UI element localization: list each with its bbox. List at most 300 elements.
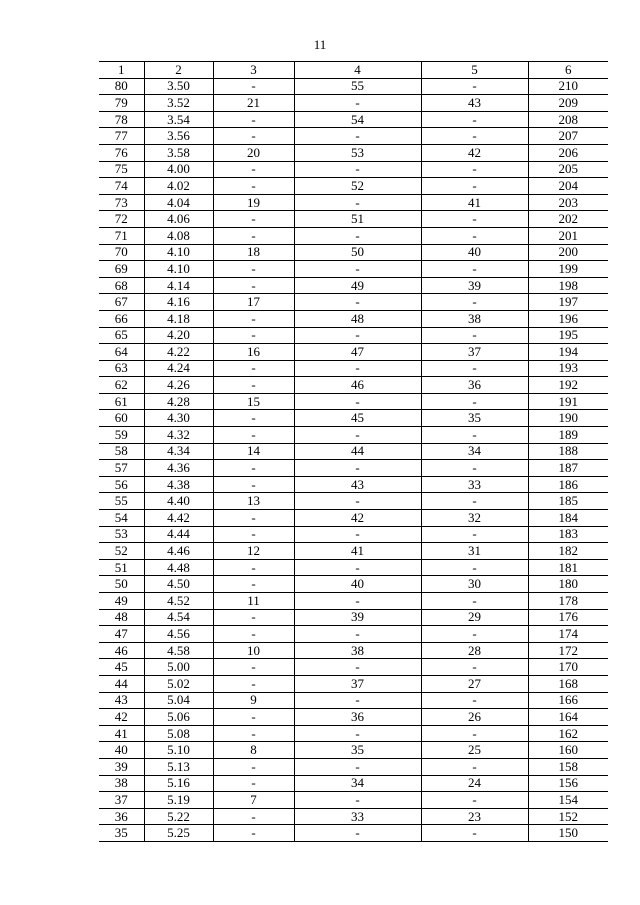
table-cell-col-4: 47	[294, 344, 421, 361]
table-cell-col-3: 15	[213, 393, 294, 410]
table-cell-col-1: 58	[99, 443, 144, 460]
table-cell-col-2: 4.26	[144, 377, 213, 394]
table-cell-col-2: 5.16	[144, 775, 213, 792]
table-cell-col-5: 34	[421, 443, 528, 460]
table-cell-col-4: 44	[294, 443, 421, 460]
table-cell-col-2: 4.16	[144, 294, 213, 311]
header-cell-4: 4	[294, 62, 421, 79]
table-cell-col-3: -	[213, 261, 294, 278]
table-cell-col-4: -	[294, 261, 421, 278]
table-cell-col-4: -	[294, 194, 421, 211]
table-cell-col-3: 19	[213, 194, 294, 211]
table-cell-col-4: -	[294, 659, 421, 676]
table-cell-col-6: 200	[528, 244, 608, 261]
table-row	[99, 626, 608, 643]
table-cell-col-1: 37	[99, 792, 144, 809]
table-cell-col-2: 5.08	[144, 725, 213, 742]
table-cell-col-4: -	[294, 294, 421, 311]
table-cell-col-2: 5.13	[144, 758, 213, 775]
table-cell-col-2: 5.00	[144, 659, 213, 676]
table-cell-col-3: -	[213, 178, 294, 195]
table-cell-col-1: 36	[99, 808, 144, 825]
table-row	[99, 692, 608, 709]
table-cell-col-5: -	[421, 261, 528, 278]
table-cell-col-3: -	[213, 476, 294, 493]
table-cell-col-4: 50	[294, 244, 421, 261]
table-cell-col-4: 43	[294, 476, 421, 493]
table-cell-col-5: 24	[421, 775, 528, 792]
table-cell-col-6: 204	[528, 178, 608, 195]
table-cell-col-1: 71	[99, 227, 144, 244]
table-cell-col-5: -	[421, 626, 528, 643]
table-row	[99, 659, 608, 676]
table-cell-col-3: -	[213, 659, 294, 676]
table-cell-col-1: 74	[99, 178, 144, 195]
table-cell-col-3: -	[213, 227, 294, 244]
table-cell-col-5: 35	[421, 410, 528, 427]
table-row	[99, 642, 608, 659]
table-cell-col-4: 42	[294, 510, 421, 527]
table-cell-col-2: 4.48	[144, 559, 213, 576]
table-cell-col-6: 199	[528, 261, 608, 278]
table-cell-col-1: 48	[99, 609, 144, 626]
table-cell-col-1: 76	[99, 144, 144, 161]
table-cell-col-6: 172	[528, 642, 608, 659]
table-cell-col-4: 37	[294, 675, 421, 692]
table-cell-col-5: -	[421, 128, 528, 145]
table-cell-col-4: -	[294, 327, 421, 344]
table-cell-col-2: 5.19	[144, 792, 213, 809]
table-cell-col-6: 210	[528, 78, 608, 95]
table-row	[99, 725, 608, 742]
table-cell-col-1: 66	[99, 310, 144, 327]
table-cell-col-6: 198	[528, 277, 608, 294]
table-cell-col-3: -	[213, 526, 294, 543]
table-cell-col-1: 75	[99, 161, 144, 178]
table-cell-col-4: -	[294, 493, 421, 510]
table-cell-col-1: 49	[99, 593, 144, 610]
table-row	[99, 526, 608, 543]
table-row	[99, 559, 608, 576]
table-cell-col-6: 176	[528, 609, 608, 626]
table-row	[99, 294, 608, 311]
table-cell-col-3: 9	[213, 692, 294, 709]
table-cell-col-3: -	[213, 377, 294, 394]
table-cell-col-3: -	[213, 609, 294, 626]
table-cell-col-6: 203	[528, 194, 608, 211]
table-cell-col-1: 43	[99, 692, 144, 709]
table-cell-col-5: 26	[421, 709, 528, 726]
table-cell-col-4: -	[294, 692, 421, 709]
table-cell-col-6: 166	[528, 692, 608, 709]
table-cell-col-5: 33	[421, 476, 528, 493]
table-cell-col-3: -	[213, 211, 294, 228]
table-cell-col-5: 39	[421, 277, 528, 294]
table-cell-col-3: -	[213, 78, 294, 95]
table-cell-col-5: -	[421, 725, 528, 742]
table-cell-col-1: 57	[99, 460, 144, 477]
table-cell-col-6: 170	[528, 659, 608, 676]
table-cell-col-3: 12	[213, 543, 294, 560]
table-cell-col-5: -	[421, 792, 528, 809]
table-cell-col-1: 45	[99, 659, 144, 676]
table-cell-col-1: 44	[99, 675, 144, 692]
table-cell-col-2: 4.44	[144, 526, 213, 543]
table-cell-col-6: 174	[528, 626, 608, 643]
table-cell-col-1: 56	[99, 476, 144, 493]
table-cell-col-5: -	[421, 460, 528, 477]
table-cell-col-1: 39	[99, 758, 144, 775]
table-cell-col-3: 16	[213, 344, 294, 361]
table-cell-col-3: -	[213, 576, 294, 593]
table-cell-col-6: 183	[528, 526, 608, 543]
table-cell-col-4: -	[294, 725, 421, 742]
header-cell-6: 6	[528, 62, 608, 79]
table-cell-col-2: 4.04	[144, 194, 213, 211]
table-cell-col-5: -	[421, 593, 528, 610]
table-row	[99, 310, 608, 327]
table-cell-col-5: 43	[421, 95, 528, 112]
table-cell-col-3: -	[213, 808, 294, 825]
table-cell-col-4: 54	[294, 111, 421, 128]
table-cell-col-6: 160	[528, 742, 608, 759]
table-cell-col-2: 4.34	[144, 443, 213, 460]
table-cell-col-1: 35	[99, 825, 144, 842]
table-cell-col-3: 7	[213, 792, 294, 809]
table-cell-col-6: 202	[528, 211, 608, 228]
table-row	[99, 144, 608, 161]
table-cell-col-3: -	[213, 111, 294, 128]
table-cell-col-1: 78	[99, 111, 144, 128]
table-row	[99, 792, 608, 809]
table-cell-col-5: 27	[421, 675, 528, 692]
table-cell-col-6: 189	[528, 427, 608, 444]
table-cell-col-2: 4.50	[144, 576, 213, 593]
table-cell-col-2: 4.18	[144, 310, 213, 327]
table-cell-col-4: 52	[294, 178, 421, 195]
table-cell-col-6: 201	[528, 227, 608, 244]
table-cell-col-5: -	[421, 825, 528, 842]
table-row	[99, 775, 608, 792]
table-cell-col-3: -	[213, 161, 294, 178]
table-cell-col-5: -	[421, 227, 528, 244]
header-cell-3: 3	[213, 62, 294, 79]
table-cell-col-3: -	[213, 775, 294, 792]
table-cell-col-6: 190	[528, 410, 608, 427]
table-cell-col-6: 162	[528, 725, 608, 742]
table-cell-col-6: 191	[528, 393, 608, 410]
table-cell-col-3: -	[213, 327, 294, 344]
table-cell-col-4: -	[294, 95, 421, 112]
table-row	[99, 327, 608, 344]
table-cell-col-3: -	[213, 277, 294, 294]
header-cell-1: 1	[99, 62, 144, 79]
table-cell-col-4: 45	[294, 410, 421, 427]
table-row	[99, 360, 608, 377]
table-row	[99, 377, 608, 394]
table-cell-col-6: 194	[528, 344, 608, 361]
table-cell-col-4: 41	[294, 543, 421, 560]
table-cell-col-3: -	[213, 427, 294, 444]
table-cell-col-5: -	[421, 659, 528, 676]
table-cell-col-1: 46	[99, 642, 144, 659]
table-cell-col-1: 53	[99, 526, 144, 543]
table-row	[99, 476, 608, 493]
table-cell-col-3: 18	[213, 244, 294, 261]
table-cell-col-5: 37	[421, 344, 528, 361]
table-cell-col-5: 41	[421, 194, 528, 211]
table-cell-col-5: -	[421, 559, 528, 576]
table-cell-col-5: 36	[421, 377, 528, 394]
table-cell-col-2: 5.02	[144, 675, 213, 692]
table-cell-col-3: -	[213, 758, 294, 775]
table-body	[99, 62, 608, 842]
table-cell-col-1: 38	[99, 775, 144, 792]
table-cell-col-2: 4.10	[144, 244, 213, 261]
table-cell-col-5: -	[421, 178, 528, 195]
table-cell-col-1: 79	[99, 95, 144, 112]
table-cell-col-6: 181	[528, 559, 608, 576]
table-cell-col-5: -	[421, 211, 528, 228]
table-cell-col-6: 152	[528, 808, 608, 825]
table-cell-col-3: 8	[213, 742, 294, 759]
table-cell-col-4: 46	[294, 377, 421, 394]
table-row	[99, 261, 608, 278]
table-cell-col-4: -	[294, 559, 421, 576]
table-cell-col-2: 4.36	[144, 460, 213, 477]
table-cell-col-5: -	[421, 393, 528, 410]
table-row	[99, 194, 608, 211]
table-cell-col-1: 41	[99, 725, 144, 742]
table-cell-col-3: -	[213, 675, 294, 692]
table-cell-col-4: -	[294, 626, 421, 643]
table-cell-col-2: 4.22	[144, 344, 213, 361]
table-row	[99, 427, 608, 444]
table-cell-col-6: 207	[528, 128, 608, 145]
table-row	[99, 443, 608, 460]
table-cell-col-1: 54	[99, 510, 144, 527]
table-row	[99, 493, 608, 510]
table-row	[99, 344, 608, 361]
table-cell-col-4: -	[294, 360, 421, 377]
table-cell-col-5: 40	[421, 244, 528, 261]
table-cell-col-3: -	[213, 626, 294, 643]
table-row	[99, 709, 608, 726]
table-cell-col-6: 208	[528, 111, 608, 128]
table-cell-col-2: 4.24	[144, 360, 213, 377]
table-cell-col-1: 72	[99, 211, 144, 228]
table-cell-col-6: 197	[528, 294, 608, 311]
table-cell-col-2: 4.30	[144, 410, 213, 427]
table-cell-col-2: 4.02	[144, 178, 213, 195]
table-cell-col-4: -	[294, 593, 421, 610]
table-cell-col-3: 21	[213, 95, 294, 112]
table-cell-col-2: 4.10	[144, 261, 213, 278]
table-cell-col-2: 5.10	[144, 742, 213, 759]
table-cell-col-5: -	[421, 692, 528, 709]
table-cell-col-6: 186	[528, 476, 608, 493]
table-row	[99, 111, 608, 128]
table-cell-col-6: 205	[528, 161, 608, 178]
table-cell-col-3: -	[213, 460, 294, 477]
table-cell-col-4: 38	[294, 642, 421, 659]
table-cell-col-5: 28	[421, 642, 528, 659]
table-cell-col-4: 49	[294, 277, 421, 294]
table-cell-col-5: -	[421, 493, 528, 510]
table-cell-col-3: 10	[213, 642, 294, 659]
table-cell-col-2: 3.50	[144, 78, 213, 95]
table-cell-col-2: 4.56	[144, 626, 213, 643]
table-cell-col-2: 4.14	[144, 277, 213, 294]
table-cell-col-1: 42	[99, 709, 144, 726]
table-cell-col-6: 164	[528, 709, 608, 726]
table-cell-col-2: 5.04	[144, 692, 213, 709]
table-cell-col-6: 209	[528, 95, 608, 112]
table-row	[99, 576, 608, 593]
table-cell-col-1: 64	[99, 344, 144, 361]
table-cell-col-5: 25	[421, 742, 528, 759]
table-cell-col-5: 29	[421, 609, 528, 626]
table-cell-col-2: 5.06	[144, 709, 213, 726]
table-cell-col-4: -	[294, 427, 421, 444]
table-row	[99, 244, 608, 261]
table-cell-col-1: 50	[99, 576, 144, 593]
table-cell-col-6: 182	[528, 543, 608, 560]
table-cell-col-2: 3.56	[144, 128, 213, 145]
header-cell-2: 2	[144, 62, 213, 79]
table-cell-col-2: 3.54	[144, 111, 213, 128]
table-cell-col-2: 4.58	[144, 642, 213, 659]
table-cell-col-4: -	[294, 758, 421, 775]
table-row	[99, 277, 608, 294]
table-cell-col-1: 62	[99, 377, 144, 394]
table-cell-col-2: 4.06	[144, 211, 213, 228]
table-cell-col-1: 67	[99, 294, 144, 311]
table-cell-col-5: 42	[421, 144, 528, 161]
table-cell-col-4: 40	[294, 576, 421, 593]
table-cell-col-3: -	[213, 825, 294, 842]
table-cell-col-1: 51	[99, 559, 144, 576]
table-cell-col-1: 47	[99, 626, 144, 643]
table-cell-col-6: 196	[528, 310, 608, 327]
table-cell-col-1: 63	[99, 360, 144, 377]
table-cell-col-5: -	[421, 427, 528, 444]
table-cell-col-6: 150	[528, 825, 608, 842]
table-cell-col-3: -	[213, 360, 294, 377]
table-cell-col-5: -	[421, 111, 528, 128]
table-cell-col-2: 3.52	[144, 95, 213, 112]
table-cell-col-4: 53	[294, 144, 421, 161]
table-cell-col-6: 188	[528, 443, 608, 460]
table-cell-col-4: 36	[294, 709, 421, 726]
table-cell-col-6: 154	[528, 792, 608, 809]
table-cell-col-4: 55	[294, 78, 421, 95]
page-number: 11	[313, 37, 327, 52]
table-cell-col-4: -	[294, 161, 421, 178]
table-cell-col-2: 4.42	[144, 510, 213, 527]
table-cell-col-1: 55	[99, 493, 144, 510]
table-cell-col-2: 5.22	[144, 808, 213, 825]
table-cell-col-2: 4.38	[144, 476, 213, 493]
table-cell-col-5: -	[421, 78, 528, 95]
table-cell-col-3: 20	[213, 144, 294, 161]
table-row	[99, 161, 608, 178]
table-cell-col-3: -	[213, 559, 294, 576]
table-cell-col-6: 168	[528, 675, 608, 692]
table-cell-col-4: 39	[294, 609, 421, 626]
table-cell-col-2: 3.58	[144, 144, 213, 161]
table-cell-col-5: -	[421, 327, 528, 344]
table-cell-col-6: 193	[528, 360, 608, 377]
table-row	[99, 211, 608, 228]
table-cell-col-3: 17	[213, 294, 294, 311]
table-row	[99, 543, 608, 560]
table-cell-col-2: 4.32	[144, 427, 213, 444]
table-cell-col-1: 80	[99, 78, 144, 95]
table-cell-col-4: -	[294, 825, 421, 842]
table-cell-col-6: 184	[528, 510, 608, 527]
table-cell-col-1: 68	[99, 277, 144, 294]
table-cell-col-5: 38	[421, 310, 528, 327]
table-cell-col-5: -	[421, 161, 528, 178]
table-cell-col-1: 73	[99, 194, 144, 211]
table-cell-col-1: 70	[99, 244, 144, 261]
table-row	[99, 609, 608, 626]
table-cell-col-3: -	[213, 310, 294, 327]
table-row	[99, 95, 608, 112]
table-cell-col-3: 14	[213, 443, 294, 460]
table-cell-col-6: 192	[528, 377, 608, 394]
table-row	[99, 510, 608, 527]
table-cell-col-4: 35	[294, 742, 421, 759]
table-cell-col-1: 52	[99, 543, 144, 560]
table-header-row	[99, 62, 608, 79]
table-cell-col-3: -	[213, 725, 294, 742]
data-table	[99, 61, 608, 842]
table-cell-col-5: 30	[421, 576, 528, 593]
table-cell-col-6: 158	[528, 758, 608, 775]
table-cell-col-2: 4.54	[144, 609, 213, 626]
table-cell-col-2: 4.46	[144, 543, 213, 560]
table-cell-col-4: 48	[294, 310, 421, 327]
table-cell-col-6: 156	[528, 775, 608, 792]
table-row	[99, 675, 608, 692]
table-cell-col-1: 77	[99, 128, 144, 145]
table-row	[99, 227, 608, 244]
table-row	[99, 78, 608, 95]
table-cell-col-4: -	[294, 460, 421, 477]
table-cell-col-2: 4.08	[144, 227, 213, 244]
table-cell-col-3: -	[213, 128, 294, 145]
table-cell-col-2: 4.52	[144, 593, 213, 610]
table-cell-col-4: -	[294, 526, 421, 543]
table-cell-col-3: -	[213, 410, 294, 427]
table-cell-col-6: 180	[528, 576, 608, 593]
table-cell-col-2: 4.00	[144, 161, 213, 178]
table-cell-col-3: -	[213, 709, 294, 726]
table-cell-col-3: 13	[213, 493, 294, 510]
table-row	[99, 593, 608, 610]
table-cell-col-2: 5.25	[144, 825, 213, 842]
table-cell-col-1: 59	[99, 427, 144, 444]
table-cell-col-4: 34	[294, 775, 421, 792]
table-cell-col-6: 187	[528, 460, 608, 477]
table-cell-col-3: -	[213, 510, 294, 527]
table-cell-col-4: -	[294, 128, 421, 145]
table-cell-col-1: 40	[99, 742, 144, 759]
table-cell-col-2: 4.20	[144, 327, 213, 344]
table-cell-col-6: 206	[528, 144, 608, 161]
